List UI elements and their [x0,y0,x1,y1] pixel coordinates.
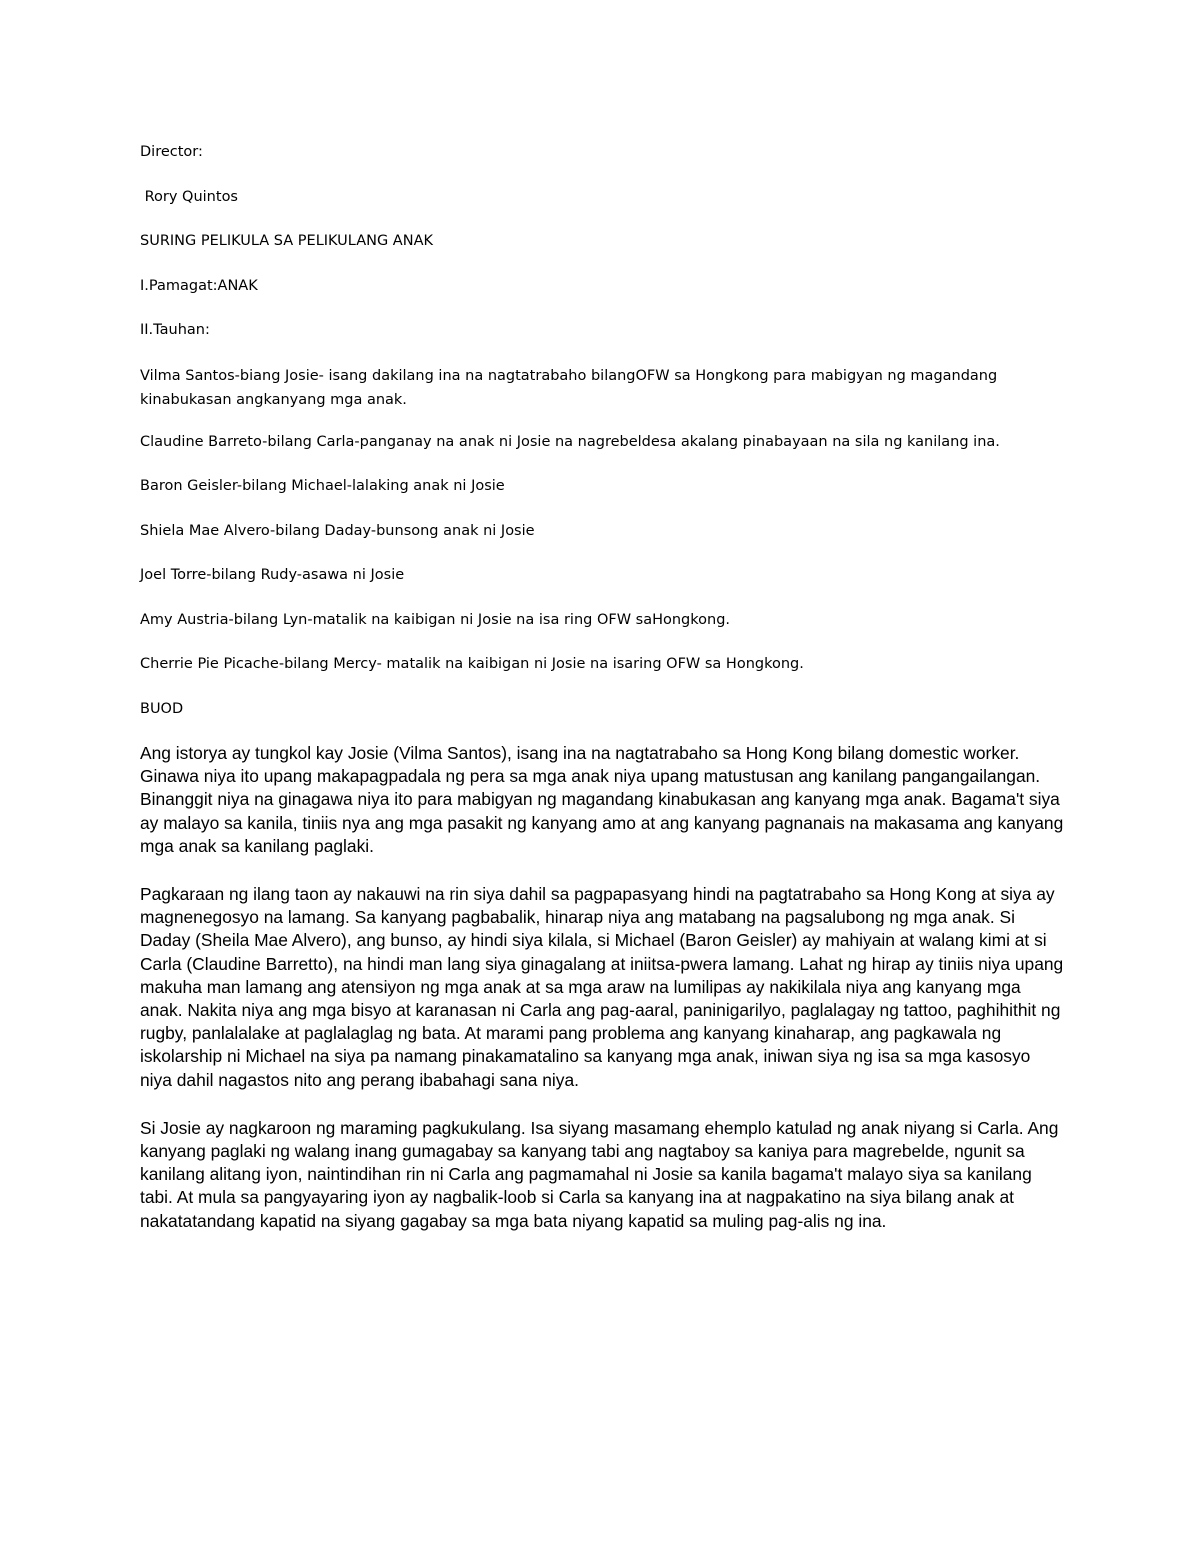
cast-item-rudy: Joel Torre-bilang Rudy-asawa ni Josie [140,567,405,583]
cast-item-mercy: Cherrie Pie Picache-bilang Mercy- matalik na kaibigan ni Josie na isaring OFW sa Hongkong. [140,656,804,672]
cast-item-josie: Vilma Santos-biang Josie- isang dakilang ina na nagtatrabaho bilangOFW sa Hongkong para mabigyan ng magandang kinabukasan angkanyang mga anak. [140,367,998,408]
cast-item-michael: Baron Geisler-bilang Michael-lalaking anak ni Josie [140,478,505,494]
buod-paragraph-3: Si Josie ay nagkaroon ng maraming pagkukulang. Isa siyang masamang ehemplo katulad ng anak niyang si Carla. Ang kanyang paglaki ng walang inang gumagabay sa kanyang tabi ang nagtaboy sa kaniya para magrebelde, ngunit sa kanilang alitang iyon, naintindihan rin ni Carla ang pagmamahal ni Josie sa kanila bagama't malayo siya sa kanilang tabi. At mula sa pangyayaring iyon ay nagbalik-loob si Carla sa kanyang ina at nagpakatino na siya bilang anak at nakatatandang kapatid na siyang gagabay sa mga bata niyang kapatid sa muling pag-alis ng ina. [140,1117,1059,1231]
cast-item-lyn: Amy Austria-bilang Lyn-matalik na kaibigan ni Josie na isa ring OFW saHongkong. [140,611,731,628]
buod-paragraph-2: Pagkaraan ng ilang taon ay nakauwi na rin siya dahil sa pagpapasyang hindi na pagtatrabaho sa Hong Kong at siya ay magnenegosyo na lamang. Sa kanyang pagbabalik, hinarap niya ang matabang na pagsalubong ng mga anak. Si Daday (Sheila Mae Alvero), ang bunso, ay hindi siya kilala, si Michael (Baron Geisler) ay mahiyain at walang kimi at si Carla (Claudine Barretto), na hindi man lang siya ginagalang at iniitsa-pwera lamang. Lahat ng hirap ay tiniis niya upang makuha man lamang ang atensiyon ng mga anak at sa mga araw na lumilipas ay nakikilala niya ang kanyang mga anak. Nakita niya ang mga bisyo at karanasan ni Carla ang pag-aaral, paninigarilyo, paglalagay ng tattoo, paghihithit ng rugby, panlalalake at paglalaglag ng bata. At marami pang problema ang kanyang kinaharap, ang pagkawala ng iskolarship ni Michael na siya pa namang pinakamatalino sa kanyang mga anak, iniwan siya ng isa sa mga kasosyo niya dahil nagastos nito ang perang ibabahagi sana niya. [140,884,1064,1090]
pamagat-line: I.Pamagat:ANAK [140,277,258,294]
director-label: Director: [140,144,203,160]
tauhan-heading: II.Tauhan: [140,322,210,338]
buod-heading: BUOD [140,700,184,717]
buod-section [140,742,1065,1258]
document-title: SURING PELIKULA SA PELIKULANG ANAK [140,233,434,249]
cast-item-carla: Claudine Barreto-bilang Carla-panganay na anak ni Josie na nagrebeldesa akalang pinabayaan na sila ng kanilang ina. [140,433,1000,450]
header-section [140,141,1070,742]
cast-item-daday: Shiela Mae Alvero-bilang Daday-bunsong anak ni Josie [140,522,535,539]
director-name: Rory Quintos [140,188,238,205]
buod-paragraph-1: Ang istorya ay tungkol kay Josie (Vilma Santos), isang ina na nagtatrabaho sa Hong Kong bilang domestic worker. Ginawa niya ito upang makapagpadala ng pera sa mga anak niya upang matustusan ang kanilang pangangailangan. Binanggit niya na ginagawa niya ito para mabigyan ng magandang kinabukasan ang kanyang mga anak. Bagama't siya ay malayo sa kanila, tiniis nya ang mga pasakit ng kanyang amo at ang kanyang pagnanais na makasama ang kanyang mga anak sa kanilang paglaki. [140,743,1064,856]
